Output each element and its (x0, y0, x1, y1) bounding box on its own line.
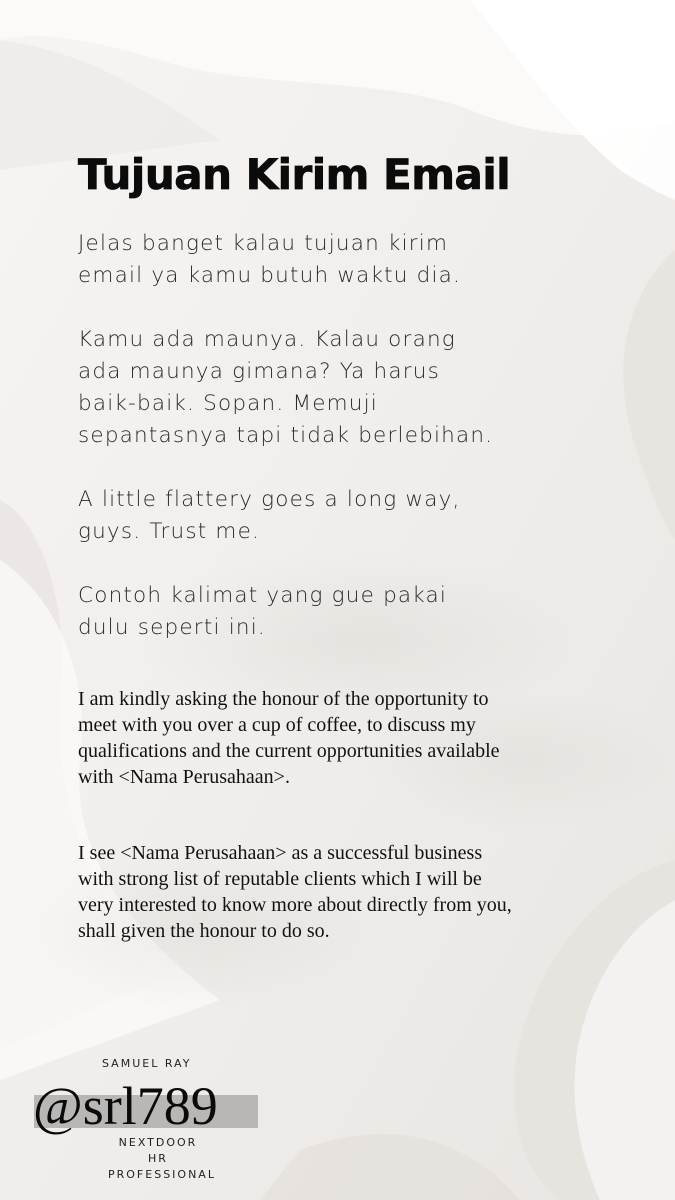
paragraph-politeness: Kamu ada maunya. Kalau orang ada maunya gimana? Ya harus baik-baik. Sopan. Memuji sepantasnya tapi tidak berlebihan. (78, 327, 494, 448)
page-title: Tujuan Kirim Email (78, 150, 511, 199)
paragraph-flattery: A little flattery goes a long way, guys. Trust me. (78, 487, 461, 544)
paragraph-example-intro: Contoh kalimat yang gue pakai dulu seperti ini. (78, 583, 448, 640)
example-email-paragraph-1: I am kindly asking the honour of the opportunity to meet with you over a cup of coffee, to discuss my qualifications and the current opportunities available with <Nama Perusahaan>. (78, 688, 500, 788)
example-email-paragraph-2: I see <Nama Perusahaan> as a successful business with strong list of reputable clients which I will be very interested to know more about directly from you, shall given the honour to do so. (78, 842, 512, 942)
signature-handle: @srl789 (33, 1076, 218, 1136)
signature-role: NEXTDOOR HR PROFESSIONAL (108, 1136, 216, 1181)
signature-name: SAMUEL RAY (102, 1057, 192, 1070)
paragraph-purpose: Jelas banget kalau tujuan kirim email ya kamu butuh waktu dia. (78, 231, 462, 288)
